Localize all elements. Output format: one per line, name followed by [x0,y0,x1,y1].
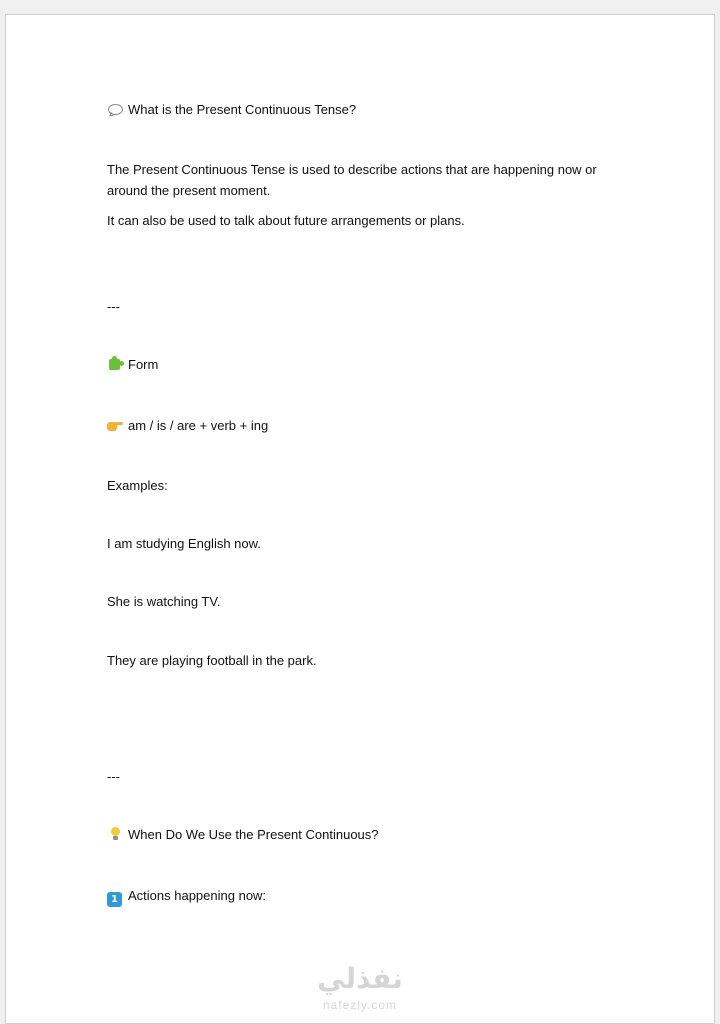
watermark-url: nafezly.com [322,998,398,1012]
usage-item-1 [107,887,266,907]
intro-paragraph-2: It can also be used to talk about future arrangements or plans. [107,213,465,228]
usage-item-1-text: Actions happening now: [128,888,267,903]
form-rule-text: am / is / are + verb + ing [128,418,269,433]
heading-what-is [107,101,356,119]
form-heading-text: Form [128,357,159,372]
examples-label: Examples: [107,478,168,493]
light-bulb-icon [107,826,123,842]
speech-bubble-icon [107,101,123,117]
intro-paragraph-1: The Present Continuous Tense is used to describe actions that are happening now or around the present moment. [107,162,597,198]
puzzle-piece-icon [107,356,123,372]
separator-1: --- [107,299,120,314]
usage-heading [107,826,379,844]
separator-2: --- [107,769,120,784]
form-rule [107,417,268,435]
example-item: They are playing football in the park. [107,653,317,668]
keycap-one-icon: 1 [107,892,122,907]
form-heading [107,356,158,374]
example-item: She is watching TV. [107,594,221,609]
heading-text: What is the Present Continuous Tense? [128,102,357,117]
usage-heading-text: When Do We Use the Present Continuous? [128,827,379,842]
pointing-hand-icon [107,417,123,433]
watermark-logo: نفذلي [317,962,403,995]
example-item: I am studying English now. [107,536,261,551]
